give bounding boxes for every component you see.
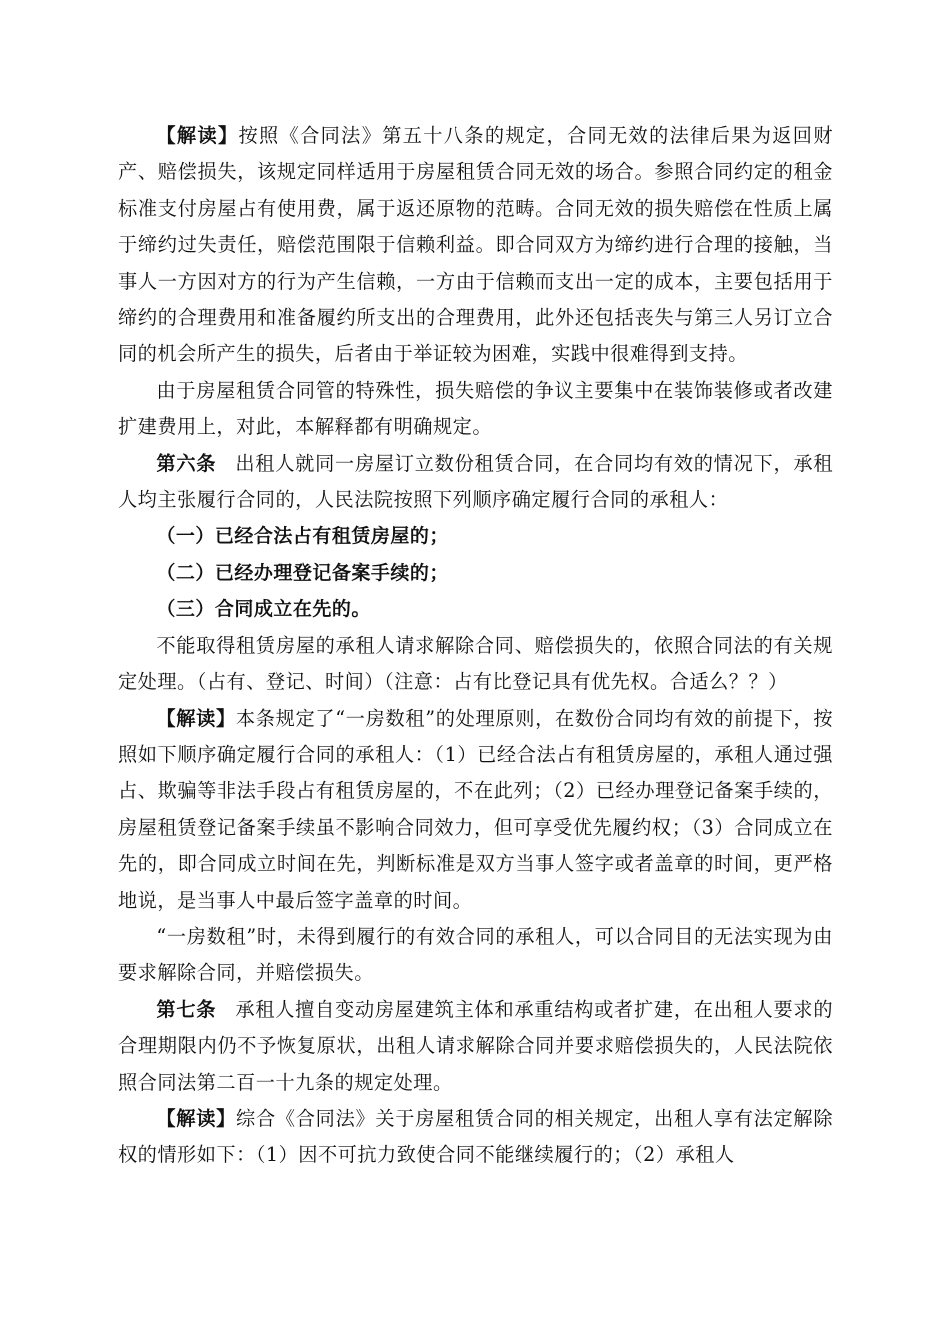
paragraph-damages-note [118, 373, 833, 446]
interpretation-label: 【解读】 [156, 124, 239, 147]
document-page [118, 118, 833, 1174]
paragraph-rescission [118, 628, 833, 701]
article-7 [118, 992, 833, 1101]
paragraph-text: 由于房屋租赁合同管的特殊性，损失赔偿的争议主要集中在装饰装修或者改建扩建费用上，对此，本解释都有明确规定。 [118, 378, 833, 439]
list-item-text: （一）已经合法占有租赁房屋的； [156, 525, 449, 548]
list-item-possession [118, 518, 833, 554]
paragraph-text: 不能取得租赁房屋的承租人请求解除合同、赔偿损失的，依照合同法的有关规定处理。（占有、登记、时间）（注意：占有比登记具有优先权。合适么？？） [118, 633, 833, 694]
paragraph-text: “一房数租”时，未得到履行的有效合同的承租人，可以合同目的无法实现为由要求解除合同，并赔偿损失。 [118, 924, 833, 985]
article-6 [118, 446, 833, 519]
list-item-text: （三）合同成立在先的。 [156, 598, 371, 621]
article-number: 第六条 [156, 451, 217, 475]
paragraph-multiple-leases [118, 919, 833, 992]
paragraph-text: 综合《合同法》关于房屋租赁合同的相关规定，出租人享有法定解除权的情形如下：（1）因不可抗力致使合同不能继续履行的；（2）承租人 [118, 1106, 834, 1167]
paragraph-interpretation-3 [118, 1101, 833, 1174]
list-item-precedence [118, 591, 833, 627]
paragraph-interpretation-1 [118, 118, 833, 373]
interpretation-label: 【解读】 [156, 706, 236, 730]
list-item-text: （二）已经办理登记备案手续的； [156, 561, 449, 584]
article-text: 承租人擅自变动房屋建筑主体和承重结构或者扩建，在出租人要求的合理期限内仍不予恢复原状，出租人请求解除合同并要求赔偿损失的，人民法院依照合同法第二百一十九条的规定处理。 [118, 997, 834, 1094]
paragraph-interpretation-2 [118, 701, 833, 919]
article-text: 出租人就同一房屋订立数份租赁合同，在合同均有效的情况下，承租人均主张履行合同的，人民法院按照下列顺序确定履行合同的承租人： [118, 451, 834, 512]
paragraph-text: 本条规定了“一房数租”的处理原则，在数份合同均有效的前提下，按照如下顺序确定履行合同的承租人：（1）已经合法占有租赁房屋的，承租人通过强占、欺骗等非法手段占有租赁房屋的，不在此列；（2）已经办理登记备案手续的，房屋租赁登记备案手续虽不影响合同效力，但可享受优先履约权；（3）合同成立在先的，即合同成立时间在先，判断标准是双方当事人签字或者盖章的时间，更严格地说，是当事人中最后签字盖章的时间。 [118, 706, 834, 912]
list-item-registration [118, 555, 833, 591]
interpretation-label: 【解读】 [156, 1106, 237, 1130]
article-number: 第七条 [156, 997, 217, 1021]
paragraph-text: 按照《合同法》第五十八条的规定，合同无效的法律后果为返回财产、赔偿损失，该规定同样适用于房屋租赁合同无效的场合。参照合同约定的租金标准支付房屋占有使用费，属于返还原物的范畴。合同无效的损失赔偿在性质上属于缔约过失责任，赔偿范围限于信赖利益。即合同双方为缔约进行合理的接触，当事人一方因对方的行为产生信赖，一方由于信赖而支出一定的成本，主要包括用于缔约的合理费用和准备履约所支出的合理费用，此外还包括丧失与第三人另订立合同的机会所产生的损失，后者由于举证较为困难，实践中很难得到支持。 [118, 124, 834, 366]
